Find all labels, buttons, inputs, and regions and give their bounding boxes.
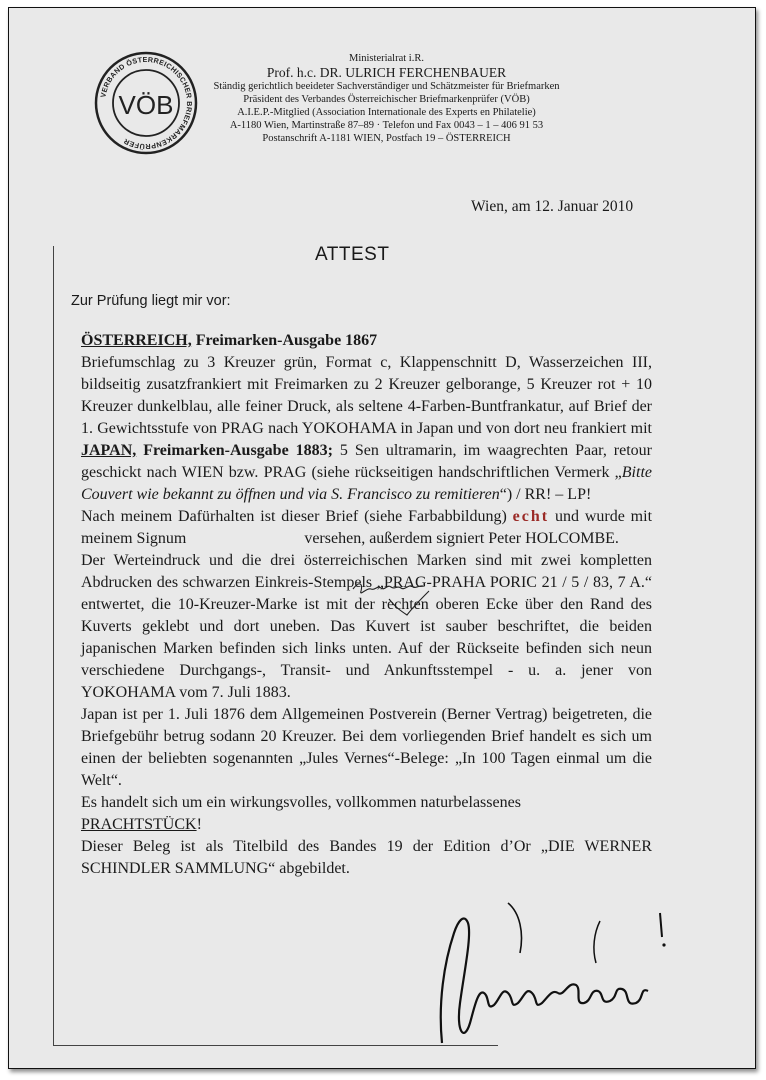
description-text-d: “) / RR! – LP!	[499, 486, 592, 503]
genuineness-text-b: und wurde mit meinem Signum	[81, 508, 653, 547]
header-line-4: A-1180 Wien, Martinstraße 87–89 · Telefon und Fax 0043 – 1 – 406 91 53	[229, 120, 544, 131]
header-line-5: Postanschrift A-1181 WIEN, Postfach 19 – ÖSTERREICH	[262, 133, 511, 144]
country-japan: JAPAN,	[81, 442, 137, 459]
description-text-b: 5 Sen ultramarin, im waagrechten Paar, retour geschickt nach WIEN bzw. PRAG (siehe rückseitigen handschriftlichen Vermerk „	[81, 442, 653, 481]
signum-signature	[349, 571, 439, 621]
echt-mark: echt	[512, 508, 550, 525]
prachtstueck-end: !	[196, 816, 202, 833]
attest-sheet	[8, 7, 756, 1069]
svg-text:VERBAND ÖSTERREICHISCHER BRIEF: VERBAND ÖSTERREICHISCHER BRIEFMARKENPRÜFER	[98, 54, 195, 152]
letterhead	[184, 52, 589, 145]
header-line-3: A.I.E.P.-Mitglied (Association Internationale des Experts en Philatelie)	[237, 107, 536, 118]
prachtstueck-label: PRACHTSTÜCK	[81, 816, 197, 833]
description-text-a: Briefumschlag zu 3 Kreuzer grün, Format c, Klappenschnitt D, Wasserzeichen III, bildseitig zusatzfrankiert mit Freimarken zu 2 Kreuzer gelborange, 5 Kreuzer rot + 10 Kreuzer dunkelblau, alle feiner Druck, als seltene 4-Farben-Buntfrankatur, auf Brief der 1. Gewichtsstufe von PRAG nach YOKOHAMA in Japan und von dort neu frankiert mit	[81, 354, 652, 437]
item-description	[81, 330, 652, 506]
issue-austria: Freimarken-Ausgabe 1867	[191, 332, 378, 349]
cancellation-paragraph: Der Werteindruck und die drei österreichischen Marken sind mit zwei kompletten Abdrucken des schwarzen Einkreis-Stempels „PRAG-PRAHA PORIC 21 / 5 / 83, 7 A.“ entwertet, die 10-Kreuzer-Marke ist mit der rechten oberen Ecke über den Rand des Kuverts geklebt und dort uneben. Das Kuvert ist sauber beschriftet, die beiden japanischen Marken befinden sich links unten. Auf der Rückseite befinden sich neun verschiedene Durchgangs-, Transit- und Ankunftsstempel - u. a. jener von YOKOHAMA vom 7. Juli 1883.	[81, 552, 652, 701]
expert-signature	[424, 893, 674, 1063]
genuineness-text-c: versehen, außerdem signiert Peter HOLCOMBE.	[300, 530, 619, 547]
intro-text: Zur Prüfung liegt mir vor:	[71, 293, 231, 309]
svg-text:VÖB: VÖB	[118, 90, 174, 120]
publication-paragraph: Dieser Beleg ist als Titelbild des Bandes 19 der Edition d’Or „DIE WERNER SCHINDLER SAMMLUNG“ abgebildet.	[81, 838, 652, 877]
header-name: Prof. h.c. DR. ULRICH FERCHENBAUER	[266, 65, 507, 80]
header-line-1: Ständig gerichtlich beeideter Sachverständiger und Schätzmeister für Briefmarken	[213, 81, 560, 92]
margin-line-vertical	[53, 246, 54, 1046]
postal-union-paragraph: Japan ist per 1. Juli 1876 dem Allgemeinen Postverein (Berner Vertrag) beigetreten, die Briefgebühr betrug sodann 20 Kreuzer. Bei dem vorliegenden Brief handelt es sich um einen der beliebten sogenannten „Jules Vernes“-Belege: „In 100 Tagen einmal um die Welt“.	[81, 706, 652, 789]
genuineness-statement	[81, 506, 652, 550]
document-date: Wien, am 12. Januar 2010	[471, 198, 634, 215]
genuineness-text-a: Nach meinem Dafürhalten ist dieser Brief (siehe Farbabbildung)	[81, 508, 513, 525]
header-line-2: Präsident des Verbandes Österreichischer Briefmarkenprüfer (VÖB)	[243, 94, 530, 105]
handwritten-note-quote: Bitte Couvert wie bekannt zu öffnen und via S. Francisco zu remitieren	[81, 464, 652, 503]
quality-paragraph	[81, 792, 652, 836]
header-rank: Ministerialrat i.R.	[349, 53, 424, 64]
document-title: ATTEST	[315, 244, 390, 265]
country-austria: ÖSTERREICH,	[81, 332, 192, 349]
issue-japan: Freimarken-Ausgabe 1883;	[136, 442, 333, 459]
quality-text: Es handelt sich um ein wirkungsvolles, vollkommen naturbelassenes	[81, 794, 521, 811]
